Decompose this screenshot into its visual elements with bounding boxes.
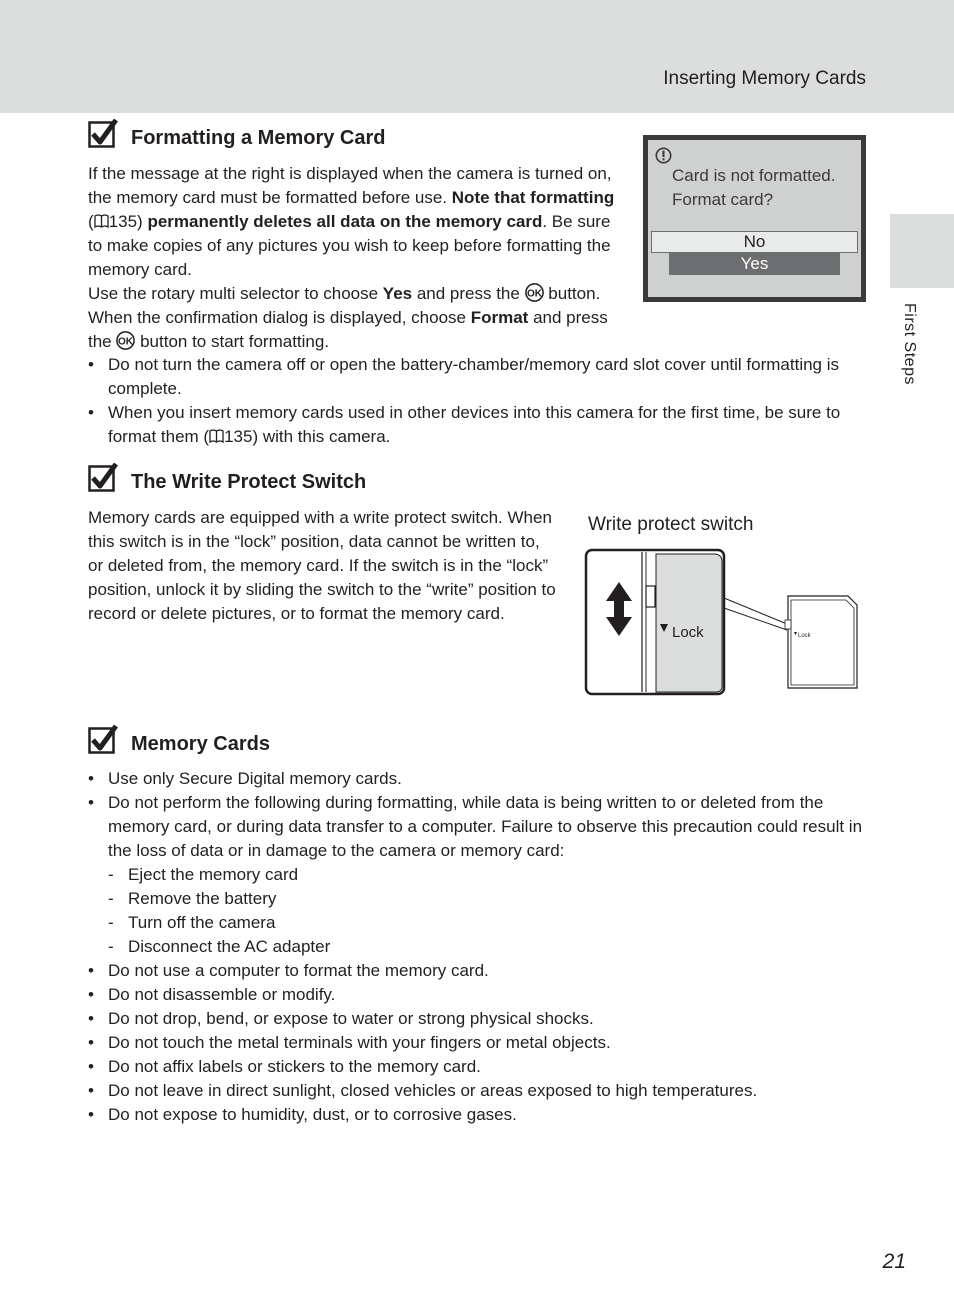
list-item: • Do not touch the metal terminals with your fingers or metal objects. bbox=[88, 1031, 868, 1055]
text-bold: permanently deletes all data on the memory card bbox=[147, 212, 543, 231]
page-reference: 135 bbox=[224, 427, 253, 446]
text-run: Use the rotary multi selector to choose bbox=[88, 284, 383, 303]
sd-card-switch bbox=[785, 620, 791, 629]
checkmark-icon bbox=[88, 463, 118, 493]
camera-message-line: Card is not formatted. bbox=[672, 166, 836, 185]
sub-list-item: - Turn off the camera bbox=[108, 911, 868, 935]
text-bold: Format bbox=[470, 308, 529, 327]
memory-cards-bullet-list bbox=[88, 767, 868, 1127]
text-run: ) bbox=[137, 212, 148, 231]
write-protect-body: Memory cards are equipped with a write protect switch. When this switch is in the “lock” position, data cannot be written to, or deleted from, the memory card. If the switch is in the “lock” position, unlock it by sliding the switch to the “write” position to record or delete pictures, or to format the memory card. bbox=[88, 508, 556, 623]
list-item: • Do not use a computer to format the memory card. bbox=[88, 959, 868, 983]
list-item: • Do not leave in direct sunlight, closed vehicles or areas exposed to high temperatures. bbox=[88, 1079, 868, 1103]
list-item: • Do not expose to humidity, dust, or to corrosive gases. bbox=[88, 1103, 868, 1127]
page-reference: 135 bbox=[108, 212, 138, 231]
header-title: Inserting Memory Cards bbox=[663, 68, 866, 89]
side-tab-label-wrap bbox=[896, 303, 920, 403]
svg-text:OK: OK bbox=[118, 336, 134, 348]
page-header bbox=[0, 0, 954, 113]
sub-list-item: - Remove the battery bbox=[108, 887, 868, 911]
text-run: and press the bbox=[88, 308, 608, 351]
page-number: 21 bbox=[882, 1250, 906, 1273]
camera-message-line: Format card? bbox=[672, 190, 774, 209]
sub-list-item: - Disconnect the AC adapter bbox=[108, 935, 868, 959]
sd-card bbox=[788, 596, 857, 688]
ok-button-icon bbox=[116, 331, 135, 350]
text-run: button. When the confirmation dialog is displayed, choose bbox=[88, 284, 601, 327]
text-run: and press the bbox=[412, 284, 525, 303]
list-item: • Do not disassemble or modify. bbox=[88, 983, 868, 1007]
figure-label: Write protect switch bbox=[588, 514, 754, 535]
section-title-memory-cards: Memory Cards bbox=[131, 733, 270, 755]
list-item bbox=[88, 401, 868, 449]
camera-screen-display bbox=[648, 140, 861, 297]
section-title-formatting: Formatting a Memory Card bbox=[131, 127, 386, 149]
formatting-bullet-list bbox=[88, 353, 868, 449]
text-run: Do not perform the following during formatting, while data is being written to or deleted from the memory card, or during data transfer to a computer. Failure to observe this precaution could result in the loss of data or in damage to the camera or memory card: bbox=[108, 793, 863, 860]
write-protect-diagram bbox=[584, 548, 864, 700]
book-reference-icon bbox=[209, 429, 224, 443]
warning-icon bbox=[655, 147, 672, 164]
text-run: If the message at the right is displayed when the camera is turned on, the memory card must be formatted before use. bbox=[88, 164, 612, 207]
list-item: • Do not drop, bend, or expose to water or strong physical shocks. bbox=[88, 1007, 868, 1031]
text-run: . Be sure to make copies of any pictures you wish to keep before formatting the memory card. bbox=[88, 212, 611, 279]
text-run: ( bbox=[88, 212, 94, 231]
list-item: • Use only Secure Digital memory cards. bbox=[88, 767, 868, 791]
checkmark-icon bbox=[88, 119, 118, 149]
text-run: ) with this camera. bbox=[252, 427, 391, 446]
side-tab-label: First Steps bbox=[901, 303, 918, 385]
text-bold: Note that formatting bbox=[451, 188, 615, 207]
section-title-write-protect: The Write Protect Switch bbox=[131, 471, 367, 493]
svg-text:OK: OK bbox=[526, 288, 542, 300]
formatting-paragraph-2 bbox=[88, 282, 616, 354]
book-reference-icon bbox=[94, 214, 109, 228]
switch-slot bbox=[656, 554, 722, 692]
camera-screen bbox=[643, 135, 866, 302]
list-item: • Do not affix labels or stickers to the memory card. bbox=[88, 1055, 868, 1079]
list-item: • Do not turn the camera off or open the battery-chamber/memory card slot cover until formatting is complete. bbox=[88, 353, 868, 401]
sub-list bbox=[108, 863, 868, 959]
formatting-body bbox=[88, 162, 616, 354]
menu-option-no: No bbox=[651, 231, 858, 253]
side-tab bbox=[890, 214, 954, 288]
text-bold: Yes bbox=[382, 284, 413, 303]
lock-label: Lock bbox=[672, 624, 704, 641]
text-run: button to start formatting. bbox=[135, 332, 330, 351]
camera-message bbox=[672, 164, 835, 212]
switch-slider bbox=[646, 586, 655, 607]
ok-button-icon bbox=[525, 283, 544, 302]
list-item bbox=[88, 791, 868, 959]
checkmark-icon bbox=[88, 725, 118, 755]
sub-list-item: - Eject the memory card bbox=[108, 863, 868, 887]
text-run: When you insert memory cards used in other devices into this camera for the first time, be sure to format them ( bbox=[108, 403, 841, 446]
formatting-paragraph-1 bbox=[88, 162, 616, 282]
menu-option-yes: Yes bbox=[669, 253, 840, 275]
sd-card-lock-label: Lock bbox=[798, 633, 811, 639]
